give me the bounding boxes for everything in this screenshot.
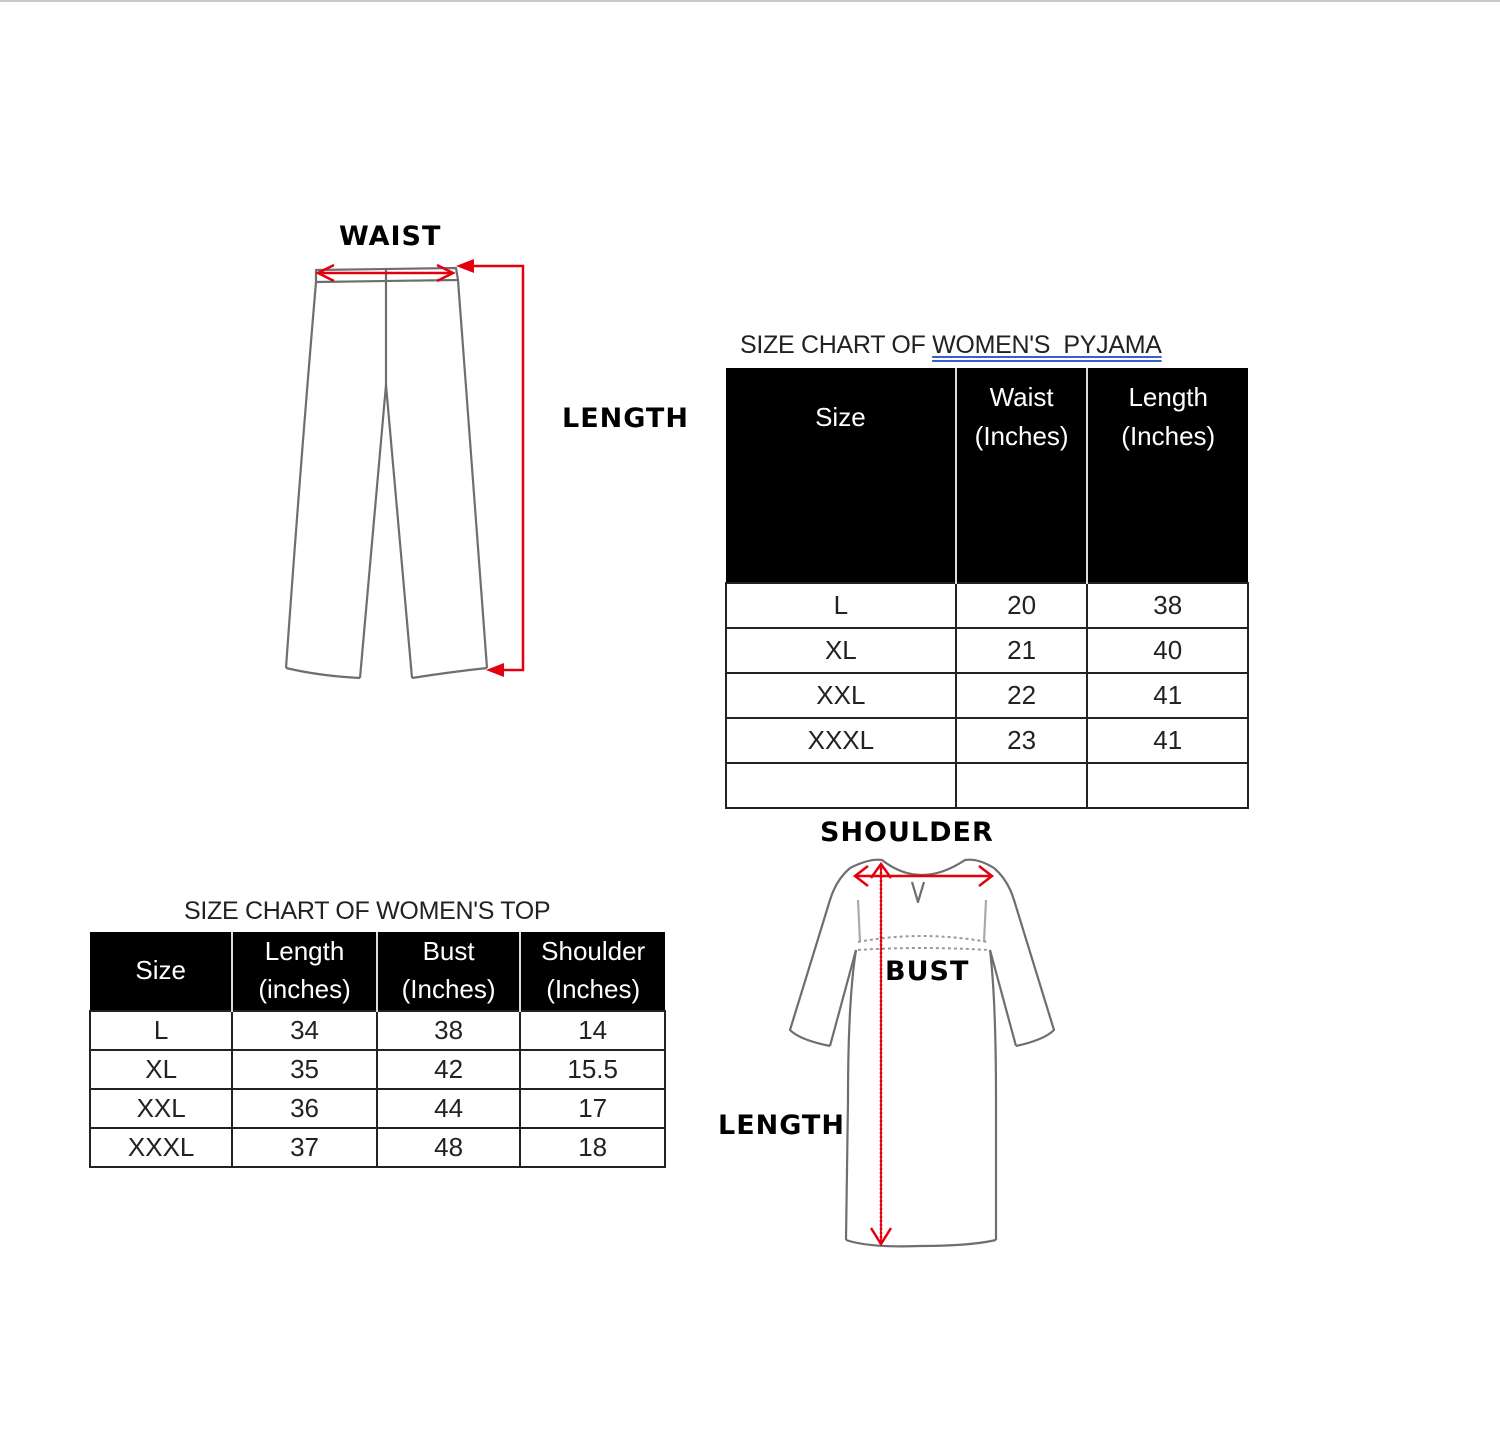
- cell-shoulder: 14: [520, 1011, 665, 1050]
- header-length: Length (Inches): [1087, 368, 1248, 583]
- header-waist: Waist (Inches): [956, 368, 1088, 583]
- cell-waist: [956, 763, 1088, 808]
- pyjama-length-label: LENGTH: [562, 403, 689, 434]
- pyjama-title-prefix: SIZE CHART OF: [740, 331, 933, 359]
- table-row: [726, 628, 1248, 673]
- cell-length: 38: [1087, 583, 1248, 628]
- cell-shoulder: 17: [520, 1089, 665, 1128]
- cell-shoulder: 18: [520, 1128, 665, 1167]
- pyjama-outline-illustration: [270, 250, 550, 690]
- bust-label: BUST: [885, 956, 970, 987]
- top-border-line: [0, 0, 1500, 2]
- header-size: Size: [726, 368, 956, 583]
- table-row: [726, 583, 1248, 628]
- pyjama-chart-title: [740, 331, 1162, 360]
- cell-length: 41: [1087, 718, 1248, 763]
- cell-size: [726, 763, 956, 808]
- cell-waist: 22: [956, 673, 1088, 718]
- cell-length: 40: [1087, 628, 1248, 673]
- table-row: [90, 1011, 665, 1050]
- cell-size: XXL: [726, 673, 956, 718]
- header-bust: Bust (Inches): [377, 932, 521, 1011]
- cell-length: [1087, 763, 1248, 808]
- cell-waist: 23: [956, 718, 1088, 763]
- top-header-row: [90, 932, 665, 1011]
- table-row: [90, 1089, 665, 1128]
- shoulder-label: SHOULDER: [820, 817, 994, 848]
- top-length-label: LENGTH: [718, 1110, 845, 1141]
- cell-size: XXL: [90, 1089, 232, 1128]
- cell-size: L: [90, 1011, 232, 1050]
- cell-size: XXXL: [90, 1128, 232, 1167]
- cell-size: L: [726, 583, 956, 628]
- cell-length: 37: [232, 1128, 377, 1167]
- header-size: Size: [90, 932, 232, 1011]
- header-length: Length (inches): [232, 932, 377, 1011]
- table-row: [90, 1128, 665, 1167]
- top-outline-illustration: [780, 850, 1070, 1260]
- cell-waist: 21: [956, 628, 1088, 673]
- top-chart-title: SIZE CHART OF WOMEN'S TOP: [184, 897, 551, 925]
- pyjama-header-row: [726, 368, 1248, 583]
- cell-length: 36: [232, 1089, 377, 1128]
- table-row: [90, 1050, 665, 1089]
- cell-bust: 38: [377, 1011, 521, 1050]
- cell-shoulder: 15.5: [520, 1050, 665, 1089]
- table-row-empty: [726, 763, 1248, 808]
- cell-size: XL: [90, 1050, 232, 1089]
- pyjama-title-underlined: WOMEN'S PYJAMA: [932, 331, 1162, 359]
- cell-size: XL: [726, 628, 956, 673]
- header-shoulder: Shoulder (Inches): [520, 932, 665, 1011]
- cell-bust: 42: [377, 1050, 521, 1089]
- cell-waist: 20: [956, 583, 1088, 628]
- cell-length: 34: [232, 1011, 377, 1050]
- top-size-table: [89, 932, 666, 1168]
- cell-size: XXXL: [726, 718, 956, 763]
- table-row: [726, 718, 1248, 763]
- cell-bust: 48: [377, 1128, 521, 1167]
- cell-length: 41: [1087, 673, 1248, 718]
- waist-label: WAIST: [339, 221, 442, 252]
- pyjama-size-table: [725, 368, 1249, 809]
- cell-bust: 44: [377, 1089, 521, 1128]
- table-row: [726, 673, 1248, 718]
- cell-length: 35: [232, 1050, 377, 1089]
